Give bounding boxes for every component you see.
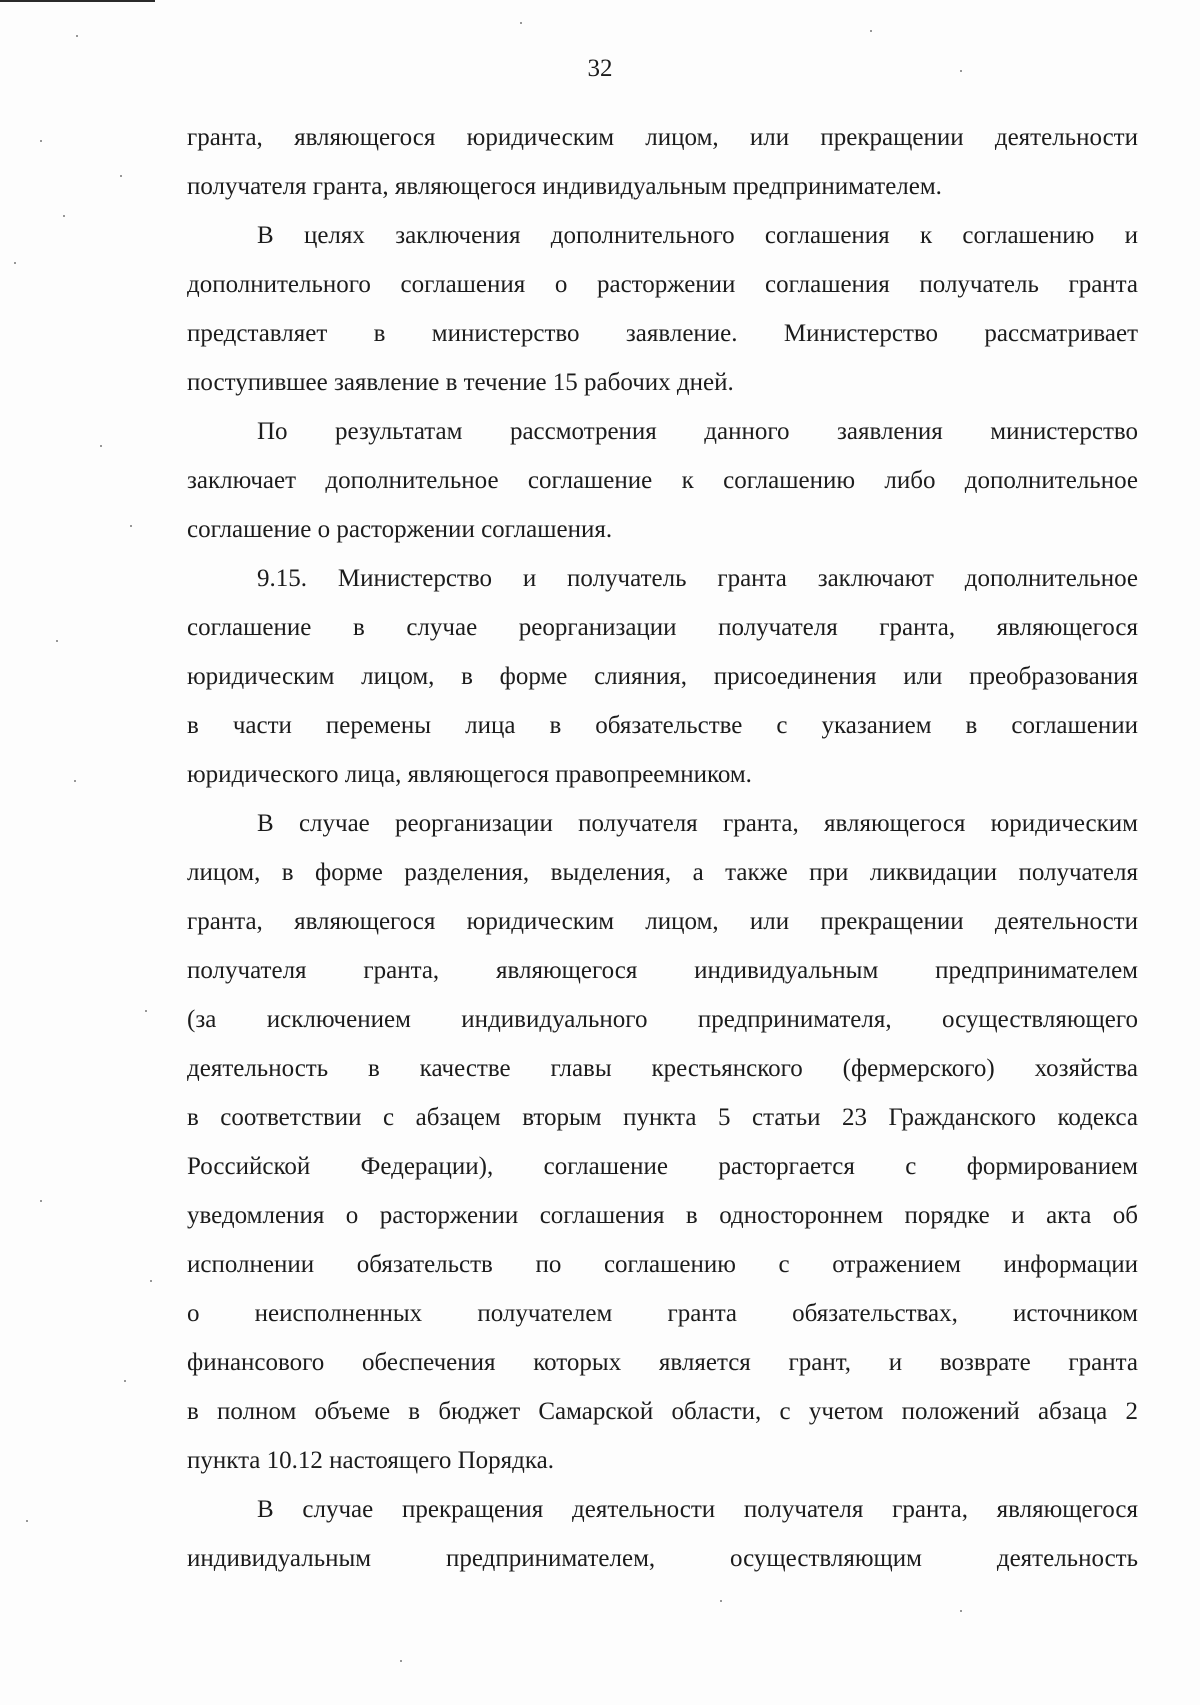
text-line: юридического лица, являющегося правопреемником. (187, 761, 752, 788)
text-line: о неисполненных получателем гранта обязательствах, источником (187, 1300, 1138, 1327)
text-line: соглашение о расторжении соглашения. (187, 516, 613, 543)
text-line: получателя гранта, являющегося индивидуальным предпринимателем. (187, 173, 942, 200)
scan-speck (40, 1200, 42, 1202)
scan-speck (520, 22, 522, 24)
text-line: юридическим лицом, в форме слияния, присоединения или преобразования (187, 663, 1138, 690)
scan-speck (960, 70, 962, 72)
text-line: В целях заключения дополнительного соглашения к соглашению и (257, 222, 1138, 249)
scan-edge-mark (0, 0, 155, 2)
text-line: получателя гранта, являющегося индивидуальным предпринимателем (187, 957, 1138, 984)
text-line: гранта, являющегося юридическим лицом, или прекращении деятельности (187, 908, 1138, 935)
scan-speck (124, 1380, 126, 1382)
text-line: По результатам рассмотрения данного заявления министерство (257, 418, 1138, 445)
scan-speck (145, 1010, 147, 1012)
paragraph-termination (187, 1485, 1138, 1583)
scan-speck (26, 1520, 28, 1522)
scan-speck (150, 1280, 152, 1282)
text-line: представляет в министерство заявление. Министерство рассматривает (187, 320, 1138, 347)
paragraph-review-result (187, 407, 1138, 554)
scan-speck (400, 1660, 402, 1662)
scan-speck (870, 30, 872, 32)
text-line: поступившее заявление в течение 15 рабочих дней. (187, 369, 734, 396)
scan-speck (720, 1600, 722, 1602)
text-line: в части перемены лица в обязательстве с указанием в соглашении (187, 712, 1138, 739)
text-line: в полном объеме в бюджет Самарской области, с учетом положений абзаца 2 (187, 1398, 1138, 1425)
text-line: деятельность в качестве главы крестьянского (фермерского) хозяйства (187, 1055, 1138, 1082)
scan-speck (40, 140, 42, 142)
text-line: (за исключением индивидуального предпринимателя, осуществляющего (187, 1006, 1138, 1033)
scan-speck (76, 35, 78, 37)
text-line: соглашение в случае реорганизации получателя гранта, являющегося (187, 614, 1138, 641)
paragraph-continuation (187, 113, 1138, 211)
scan-speck (14, 262, 16, 264)
text-line: гранта, являющегося юридическим лицом, или прекращении деятельности (187, 124, 1138, 151)
paragraph-9-15 (187, 554, 1138, 799)
page-number: 32 (587, 55, 613, 82)
text-line: лицом, в форме разделения, выделения, а также при ликвидации получателя (187, 859, 1138, 886)
scan-speck (120, 175, 122, 177)
scan-speck (960, 1610, 962, 1612)
scan-speck (63, 215, 65, 217)
paragraph-application (187, 211, 1138, 407)
scan-speck (56, 640, 58, 642)
text-line: в соответствии с абзацем вторым пункта 5 статьи 23 Гражданского кодекса (187, 1104, 1138, 1131)
text-line: В случае прекращения деятельности получателя гранта, являющегося (257, 1496, 1138, 1523)
scan-speck (74, 780, 76, 782)
text-line: 9.15. Министерство и получатель гранта заключают дополнительное (257, 565, 1138, 592)
text-line: индивидуальным предпринимателем, осуществляющим деятельность (187, 1545, 1138, 1572)
text-line: уведомления о расторжении соглашения в одностороннем порядке и акта об (187, 1202, 1138, 1229)
text-line: финансового обеспечения которых является грант, и возврате гранта (187, 1349, 1138, 1376)
text-line: В случае реорганизации получателя гранта, являющегося юридическим (257, 810, 1138, 837)
text-line: Российской Федерации), соглашение расторгается с формированием (187, 1153, 1138, 1180)
text-line: дополнительного соглашения о расторжении соглашения получатель гранта (187, 271, 1138, 298)
text-line: исполнении обязательств по соглашению с отражением информации (187, 1251, 1138, 1278)
text-line: заключает дополнительное соглашение к соглашению либо дополнительное (187, 467, 1138, 494)
scan-speck (100, 445, 102, 447)
text-line: пункта 10.12 настоящего Порядка. (187, 1447, 554, 1474)
paragraph-reorganization (187, 799, 1138, 1485)
document-body (187, 113, 1138, 1583)
scan-speck (130, 525, 132, 527)
